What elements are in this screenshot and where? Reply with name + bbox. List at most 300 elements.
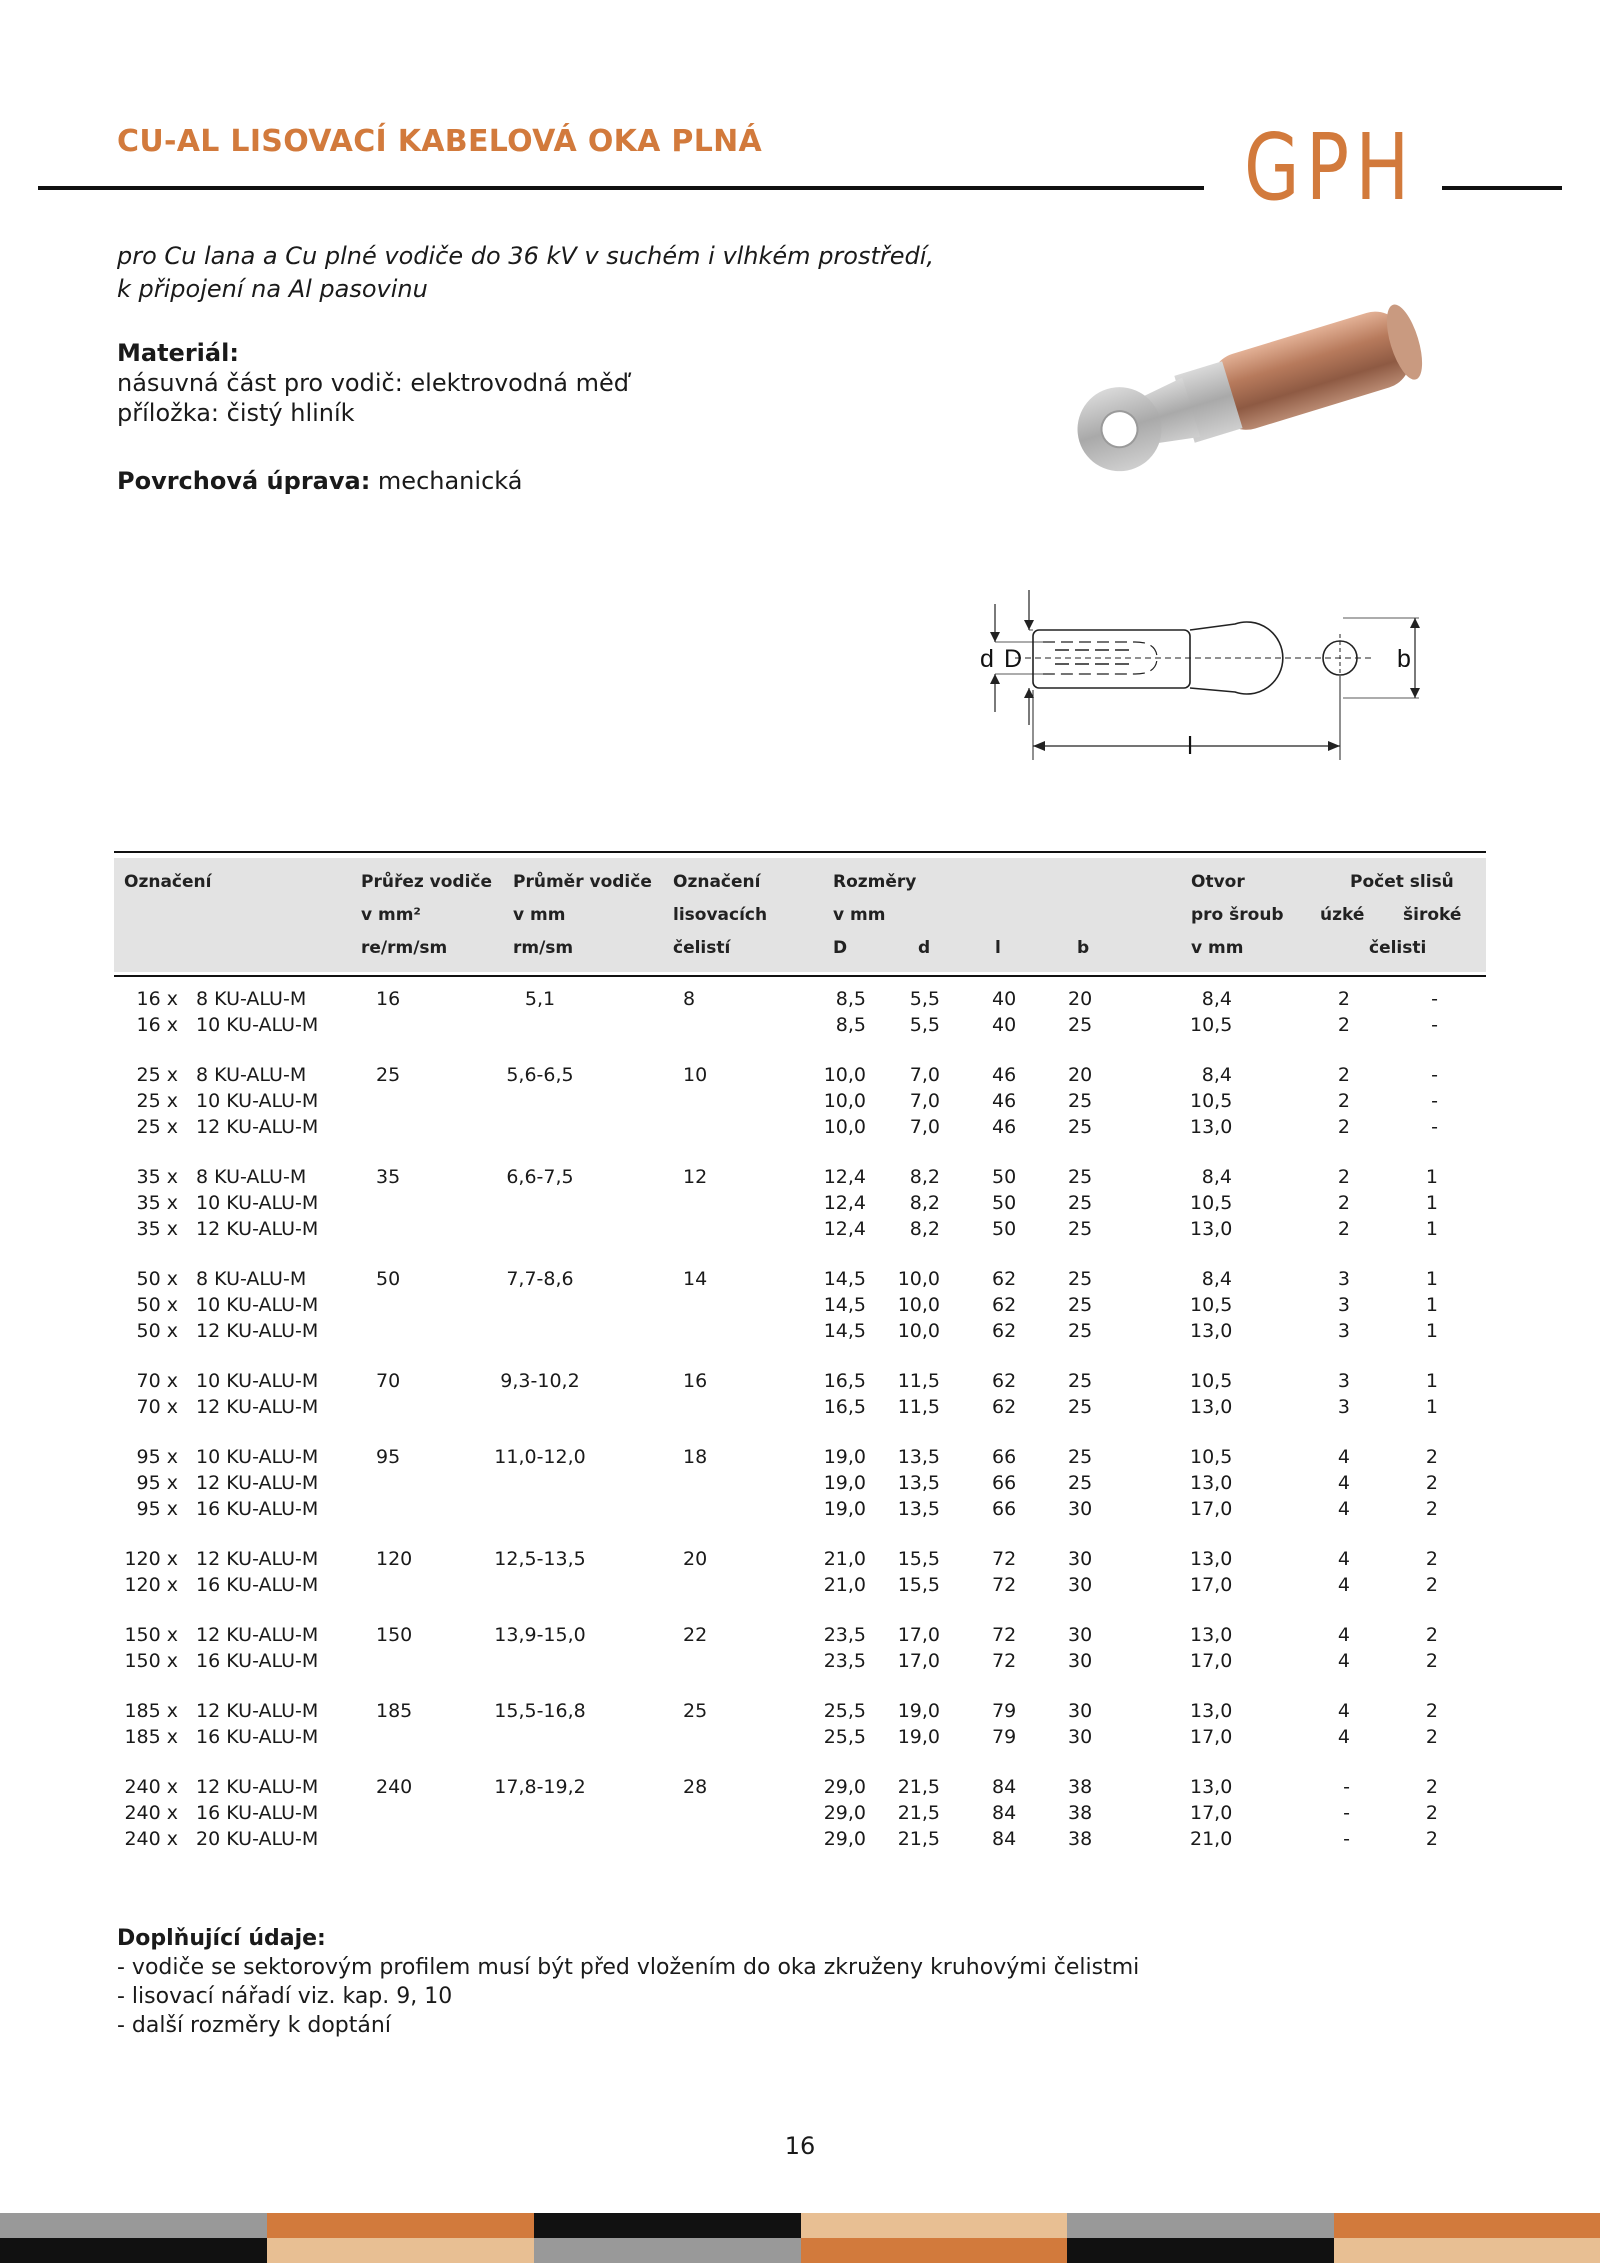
table-cell-uz: 4 [1337, 1472, 1350, 1494]
table-cell-a: 95 x [136, 1472, 178, 1494]
table-cell-prumer: 15,5-16,8 [494, 1700, 586, 1722]
header-otvor-3: v mm [1191, 938, 1244, 958]
footer-band-segment [1334, 2213, 1600, 2238]
table-cell-uz: 2 [1337, 1166, 1350, 1188]
table-cell-si: 1 [1425, 1320, 1438, 1342]
table-cell-uz: 2 [1337, 1192, 1350, 1214]
header-pocet-siroke: široké [1403, 905, 1462, 925]
table-cell-l: 72 [992, 1650, 1017, 1672]
table-cell-cel: 16 [683, 1370, 708, 1392]
table-top-rule [114, 851, 1486, 853]
table-cell-bb: 30 [1068, 1726, 1093, 1748]
table-cell-si: 1 [1425, 1166, 1438, 1188]
table-cell-a: 240 x [124, 1828, 178, 1850]
table-row [0, 1624, 1600, 1650]
table-cell-prumer: 13,9-15,0 [494, 1624, 586, 1646]
table-cell-b: 10 KU-ALU-M [196, 1014, 319, 1036]
table-cell-b: 10 KU-ALU-M [196, 1446, 319, 1468]
table-cell-l: 72 [992, 1548, 1017, 1570]
table-cell-prurez: 16 [376, 988, 401, 1010]
table-cell-l: 62 [992, 1268, 1017, 1290]
table-cell-bb: 25 [1068, 1014, 1093, 1036]
table-cell-si: 1 [1425, 1192, 1438, 1214]
table-cell-otvor: 17,0 [1190, 1726, 1233, 1748]
table-cell-prumer: 6,6-7,5 [506, 1166, 574, 1188]
table-cell-d: 17,0 [897, 1650, 940, 1672]
table-cell-l: 40 [992, 988, 1017, 1010]
table-cell-a: 185 x [124, 1700, 178, 1722]
table-cell-d: 21,5 [897, 1776, 940, 1798]
table-cell-b: 12 KU-ALU-M [196, 1320, 319, 1342]
material-heading: Materiál: [117, 339, 239, 367]
table-row [0, 1726, 1600, 1752]
table-cell-cel: 8 [683, 988, 696, 1010]
table-cell-uz: - [1343, 1776, 1350, 1798]
table-cell-l: 46 [992, 1090, 1017, 1112]
header-rozmery-2: v mm [833, 905, 886, 925]
table-cell-b: 16 KU-ALU-M [196, 1498, 319, 1520]
table-cell-prurez: 185 [376, 1700, 413, 1722]
table-row [0, 1700, 1600, 1726]
table-cell-prurez: 240 [376, 1776, 413, 1798]
table-cell-uz: 4 [1337, 1624, 1350, 1646]
intro-text [117, 240, 934, 306]
table-cell-b: 10 KU-ALU-M [196, 1090, 319, 1112]
table-cell-uz: 4 [1337, 1548, 1350, 1570]
table-cell-D: 14,5 [823, 1268, 866, 1290]
table-cell-otvor: 10,5 [1190, 1014, 1233, 1036]
table-cell-l: 62 [992, 1370, 1017, 1392]
header-oznaceni: Označení [124, 872, 212, 892]
table-cell-cel: 25 [683, 1700, 708, 1722]
table-cell-b: 16 KU-ALU-M [196, 1650, 319, 1672]
table-cell-si: 2 [1425, 1802, 1438, 1824]
table-cell-D: 10,0 [823, 1064, 866, 1086]
table-cell-otvor: 17,0 [1190, 1574, 1233, 1596]
header-celisti-3: čelistí [673, 938, 731, 958]
table-cell-uz: 4 [1337, 1446, 1350, 1468]
table-cell-b: 8 KU-ALU-M [196, 1064, 307, 1086]
table-cell-D: 8,5 [835, 988, 866, 1010]
footer-band-segment [1067, 2213, 1334, 2238]
surface-value: mechanická [370, 467, 523, 495]
table-cell-b: 12 KU-ALU-M [196, 1624, 319, 1646]
table-cell-otvor: 13,0 [1190, 1218, 1233, 1240]
table-cell-a: 50 x [136, 1294, 178, 1316]
table-cell-bb: 20 [1068, 1064, 1093, 1086]
table-cell-d: 10,0 [897, 1320, 940, 1342]
table-cell-a: 16 x [136, 988, 178, 1010]
table-cell-otvor: 8,4 [1201, 1166, 1232, 1188]
footer-band-segment [801, 2238, 1067, 2263]
header-prurez-3: re/rm/sm [361, 938, 448, 958]
material-line-1: násuvná část pro vodič: elektrovodná měď [117, 369, 629, 397]
header-rozmery-1: Rozměry [833, 872, 917, 892]
header-rule-left [38, 186, 1204, 190]
table-cell-d: 21,5 [897, 1828, 940, 1850]
table-cell-bb: 20 [1068, 988, 1093, 1010]
table-cell-bb: 30 [1068, 1624, 1093, 1646]
table-cell-uz: 3 [1337, 1370, 1350, 1392]
table-cell-si: 2 [1425, 1498, 1438, 1520]
table-cell-b: 8 KU-ALU-M [196, 1166, 307, 1188]
table-cell-otvor: 10,5 [1190, 1370, 1233, 1392]
table-cell-l: 72 [992, 1624, 1017, 1646]
header-prurez-1: Průřez vodiče [361, 872, 493, 892]
material-line-2: příložka: čistý hliník [117, 399, 355, 427]
table-cell-uz: 4 [1337, 1574, 1350, 1596]
table-cell-prumer: 12,5-13,5 [494, 1548, 586, 1570]
table-cell-otvor: 17,0 [1190, 1802, 1233, 1824]
table-cell-a: 120 x [124, 1574, 178, 1596]
table-cell-l: 62 [992, 1320, 1017, 1342]
table-cell-si: 1 [1425, 1268, 1438, 1290]
table-cell-D: 21,0 [823, 1548, 866, 1570]
header-d: d [918, 938, 931, 958]
notes-line-3: - další rozměry k doptání [117, 2013, 391, 2038]
table-cell-bb: 30 [1068, 1650, 1093, 1672]
table-cell-l: 66 [992, 1498, 1017, 1520]
table-cell-b: 16 KU-ALU-M [196, 1726, 319, 1748]
footer-band-segment [267, 2213, 534, 2238]
footer-band-segment [267, 2238, 534, 2263]
table-cell-d: 5,5 [909, 1014, 940, 1036]
table-cell-otvor: 13,0 [1190, 1116, 1233, 1138]
table-row [0, 1116, 1600, 1142]
table-cell-prumer: 17,8-19,2 [494, 1776, 586, 1798]
table-cell-a: 50 x [136, 1320, 178, 1342]
table-cell-prurez: 120 [376, 1548, 413, 1570]
table-cell-prumer: 11,0-12,0 [494, 1446, 586, 1468]
table-cell-otvor: 13,0 [1190, 1320, 1233, 1342]
table-cell-si: 2 [1425, 1776, 1438, 1798]
table-cell-d: 21,5 [897, 1802, 940, 1824]
table-cell-l: 40 [992, 1014, 1017, 1036]
notes-heading: Doplňující údaje: [117, 1926, 326, 1951]
table-cell-otvor: 21,0 [1190, 1828, 1233, 1850]
table-row [0, 1396, 1600, 1422]
table-cell-a: 25 x [136, 1116, 178, 1138]
table-cell-b: 8 KU-ALU-M [196, 988, 307, 1010]
table-cell-si: 1 [1425, 1370, 1438, 1392]
table-row [0, 988, 1600, 1014]
table-cell-otvor: 8,4 [1201, 1064, 1232, 1086]
table-cell-si: - [1431, 1116, 1438, 1138]
table-cell-prumer: 7,7-8,6 [506, 1268, 574, 1290]
table-cell-uz: 3 [1337, 1320, 1350, 1342]
table-cell-D: 23,5 [823, 1624, 866, 1646]
table-cell-D: 16,5 [823, 1396, 866, 1418]
table-cell-uz: 4 [1337, 1650, 1350, 1672]
brand-logo: GPH [1244, 114, 1416, 221]
table-cell-prurez: 35 [376, 1166, 401, 1188]
table-cell-otvor: 10,5 [1190, 1090, 1233, 1112]
table-cell-otvor: 13,0 [1190, 1776, 1233, 1798]
table-cell-l: 66 [992, 1446, 1017, 1468]
table-cell-otvor: 8,4 [1201, 1268, 1232, 1290]
table-cell-otvor: 10,5 [1190, 1192, 1233, 1214]
table-cell-d: 11,5 [897, 1370, 940, 1392]
header-pocet-uzke: úzké [1320, 905, 1365, 925]
table-cell-b: 10 KU-ALU-M [196, 1192, 319, 1214]
table-cell-bb: 25 [1068, 1090, 1093, 1112]
table-cell-l: 46 [992, 1064, 1017, 1086]
table-cell-bb: 25 [1068, 1320, 1093, 1342]
table-cell-D: 23,5 [823, 1650, 866, 1672]
table-cell-d: 13,5 [897, 1498, 940, 1520]
header-prumer-1: Průměr vodiče [513, 872, 652, 892]
header-otvor-2: pro šroub [1191, 905, 1284, 925]
table-cell-si: 2 [1425, 1548, 1438, 1570]
table-cell-b: 10 KU-ALU-M [196, 1370, 319, 1392]
table-cell-d: 7,0 [909, 1064, 940, 1086]
table-cell-D: 25,5 [823, 1726, 866, 1748]
table-cell-D: 29,0 [823, 1802, 866, 1824]
table-cell-a: 95 x [136, 1498, 178, 1520]
footer-band-segment [534, 2238, 801, 2263]
table-row [0, 1064, 1600, 1090]
page-title: CU-AL LISOVACÍ KABELOVÁ OKA PLNÁ [117, 124, 763, 159]
table-cell-D: 19,0 [823, 1446, 866, 1468]
table-cell-l: 84 [992, 1776, 1017, 1798]
table-row [0, 1802, 1600, 1828]
table-cell-d: 10,0 [897, 1294, 940, 1316]
table-cell-si: 2 [1425, 1726, 1438, 1748]
table-cell-bb: 30 [1068, 1548, 1093, 1570]
header-prumer-2: v mm [513, 905, 566, 925]
table-cell-d: 7,0 [909, 1090, 940, 1112]
table-cell-prumer: 5,6-6,5 [506, 1064, 574, 1086]
header-b: b [1077, 938, 1090, 958]
table-cell-a: 35 x [136, 1218, 178, 1240]
table-cell-d: 7,0 [909, 1116, 940, 1138]
table-cell-prurez: 25 [376, 1064, 401, 1086]
table-row [0, 1446, 1600, 1472]
table-cell-otvor: 8,4 [1201, 988, 1232, 1010]
table-cell-otvor: 13,0 [1190, 1624, 1233, 1646]
table-cell-a: 70 x [136, 1370, 178, 1392]
diagram-label-D: D [1003, 645, 1023, 673]
table-cell-bb: 25 [1068, 1396, 1093, 1418]
table-cell-a: 150 x [124, 1650, 178, 1672]
notes-line-1: - vodiče se sektorovým profilem musí být před vložením do oka zkruženy kruhovými čelistmi [117, 1955, 1140, 1980]
table-cell-si: - [1431, 988, 1438, 1010]
table-cell-b: 12 KU-ALU-M [196, 1396, 319, 1418]
table-cell-bb: 30 [1068, 1700, 1093, 1722]
table-cell-si: 2 [1425, 1700, 1438, 1722]
table-cell-prumer: 9,3-10,2 [500, 1370, 580, 1392]
table-row [0, 1828, 1600, 1854]
notes-line-2: - lisovací nářadí viz. kap. 9, 10 [117, 1984, 453, 2009]
table-cell-D: 16,5 [823, 1370, 866, 1392]
footer-band-segment [0, 2238, 267, 2263]
table-cell-otvor: 13,0 [1190, 1548, 1233, 1570]
table-cell-uz: 2 [1337, 1116, 1350, 1138]
table-cell-si: 1 [1425, 1396, 1438, 1418]
table-cell-prurez: 50 [376, 1268, 401, 1290]
table-row [0, 1294, 1600, 1320]
table-row [0, 1166, 1600, 1192]
table-row [0, 1370, 1600, 1396]
table-cell-a: 35 x [136, 1192, 178, 1214]
table-row [0, 1218, 1600, 1244]
table-row [0, 1192, 1600, 1218]
table-cell-uz: 4 [1337, 1498, 1350, 1520]
table-cell-d: 8,2 [909, 1218, 940, 1240]
table-cell-cel: 22 [683, 1624, 708, 1646]
table-cell-a: 240 x [124, 1802, 178, 1824]
header-l: l [995, 938, 1001, 958]
dimension-diagram [935, 590, 1425, 765]
table-cell-b: 12 KU-ALU-M [196, 1700, 319, 1722]
table-cell-d: 15,5 [897, 1574, 940, 1596]
header-celisti-1: Označení [673, 872, 761, 892]
table-cell-l: 50 [992, 1218, 1017, 1240]
table-cell-a: 95 x [136, 1446, 178, 1468]
table-header-bottom-rule [114, 975, 1486, 977]
table-cell-bb: 30 [1068, 1498, 1093, 1520]
table-cell-otvor: 13,0 [1190, 1396, 1233, 1418]
table-cell-l: 66 [992, 1472, 1017, 1494]
table-cell-cel: 20 [683, 1548, 708, 1570]
table-row [0, 1650, 1600, 1676]
table-cell-D: 19,0 [823, 1498, 866, 1520]
table-cell-si: 2 [1425, 1472, 1438, 1494]
table-cell-si: - [1431, 1064, 1438, 1086]
table-cell-l: 62 [992, 1396, 1017, 1418]
table-cell-a: 70 x [136, 1396, 178, 1418]
footer-band-segment [1067, 2238, 1334, 2263]
table-cell-bb: 25 [1068, 1472, 1093, 1494]
table-cell-bb: 25 [1068, 1268, 1093, 1290]
table-cell-b: 10 KU-ALU-M [196, 1294, 319, 1316]
table-cell-d: 17,0 [897, 1624, 940, 1646]
footer-band-segment [1334, 2238, 1600, 2263]
table-cell-uz: 2 [1337, 988, 1350, 1010]
footer-band-segment [0, 2213, 267, 2238]
table-cell-uz: - [1343, 1802, 1350, 1824]
header-pocet-1: Počet slisů [1350, 872, 1454, 892]
table-cell-si: 1 [1425, 1218, 1438, 1240]
table-cell-b: 12 KU-ALU-M [196, 1548, 319, 1570]
table-cell-d: 19,0 [897, 1700, 940, 1722]
table-cell-b: 12 KU-ALU-M [196, 1776, 319, 1798]
table-cell-otvor: 10,5 [1190, 1446, 1233, 1468]
table-cell-uz: - [1343, 1828, 1350, 1850]
table-cell-l: 62 [992, 1294, 1017, 1316]
table-cell-b: 8 KU-ALU-M [196, 1268, 307, 1290]
table-row [0, 1776, 1600, 1802]
table-row [0, 1574, 1600, 1600]
table-cell-l: 46 [992, 1116, 1017, 1138]
table-cell-bb: 25 [1068, 1192, 1093, 1214]
table-cell-uz: 3 [1337, 1294, 1350, 1316]
table-cell-a: 25 x [136, 1090, 178, 1112]
table-cell-a: 50 x [136, 1268, 178, 1290]
table-header [114, 858, 1486, 972]
table-cell-uz: 2 [1337, 1014, 1350, 1036]
page-number: 16 [784, 2132, 816, 2160]
table-row [0, 1320, 1600, 1346]
table-cell-bb: 25 [1068, 1370, 1093, 1392]
diagram-label-b: b [1397, 645, 1411, 673]
table-cell-d: 19,0 [897, 1726, 940, 1748]
table-cell-l: 84 [992, 1802, 1017, 1824]
table-cell-D: 14,5 [823, 1320, 866, 1342]
table-cell-b: 12 KU-ALU-M [196, 1116, 319, 1138]
table-cell-D: 10,0 [823, 1116, 866, 1138]
table-cell-prurez: 150 [376, 1624, 413, 1646]
footer-band-segment [534, 2213, 801, 2238]
table-cell-l: 72 [992, 1574, 1017, 1596]
intro-line-2: k připojení na Al pasovinu [117, 275, 428, 303]
table-cell-si: 1 [1425, 1294, 1438, 1316]
table-cell-D: 29,0 [823, 1776, 866, 1798]
surface-label: Povrchová úprava: [117, 467, 371, 495]
table-cell-uz: 3 [1337, 1396, 1350, 1418]
table-cell-bb: 38 [1068, 1776, 1093, 1798]
table-cell-uz: 2 [1337, 1090, 1350, 1112]
intro-line-1: pro Cu lana a Cu plné vodiče do 36 kV v suchém i vlhkém prostředí, [117, 242, 935, 270]
table-cell-a: 185 x [124, 1726, 178, 1748]
table-cell-uz: 2 [1337, 1064, 1350, 1086]
table-cell-l: 50 [992, 1192, 1017, 1214]
header-rule-right [1442, 186, 1562, 190]
table-cell-si: 2 [1425, 1828, 1438, 1850]
table-cell-D: 8,5 [835, 1014, 866, 1036]
table-cell-D: 19,0 [823, 1472, 866, 1494]
table-cell-bb: 25 [1068, 1446, 1093, 1468]
table-cell-D: 21,0 [823, 1574, 866, 1596]
table-cell-uz: 3 [1337, 1268, 1350, 1290]
table-cell-prurez: 70 [376, 1370, 401, 1392]
table-cell-a: 16 x [136, 1014, 178, 1036]
table-cell-cel: 12 [683, 1166, 708, 1188]
table-cell-uz: 4 [1337, 1726, 1350, 1748]
table-cell-bb: 25 [1068, 1116, 1093, 1138]
table-cell-si: 2 [1425, 1650, 1438, 1672]
surface-treatment [117, 467, 522, 495]
table-cell-si: - [1431, 1090, 1438, 1112]
table-cell-bb: 38 [1068, 1828, 1093, 1850]
table-cell-uz: 4 [1337, 1700, 1350, 1722]
table-cell-d: 15,5 [897, 1548, 940, 1570]
table-cell-bb: 25 [1068, 1218, 1093, 1240]
table-cell-d: 8,2 [909, 1192, 940, 1214]
table-cell-cel: 14 [683, 1268, 708, 1290]
table-cell-D: 10,0 [823, 1090, 866, 1112]
table-cell-otvor: 13,0 [1190, 1700, 1233, 1722]
table-cell-bb: 38 [1068, 1802, 1093, 1824]
table-cell-otvor: 17,0 [1190, 1498, 1233, 1520]
material-section [117, 338, 629, 428]
table-cell-b: 12 KU-ALU-M [196, 1218, 319, 1240]
table-cell-d: 13,5 [897, 1472, 940, 1494]
table-row [0, 1472, 1600, 1498]
table-cell-cel: 28 [683, 1776, 708, 1798]
table-cell-b: 16 KU-ALU-M [196, 1574, 319, 1596]
table-cell-l: 50 [992, 1166, 1017, 1188]
diagram-label-l: l [1187, 732, 1193, 760]
table-cell-si: - [1431, 1014, 1438, 1036]
table-cell-a: 25 x [136, 1064, 178, 1086]
table-cell-a: 150 x [124, 1624, 178, 1646]
table-cell-uz: 2 [1337, 1218, 1350, 1240]
table-cell-si: 2 [1425, 1574, 1438, 1596]
table-cell-a: 120 x [124, 1548, 178, 1570]
table-cell-d: 8,2 [909, 1166, 940, 1188]
notes-section [117, 1924, 1139, 2040]
